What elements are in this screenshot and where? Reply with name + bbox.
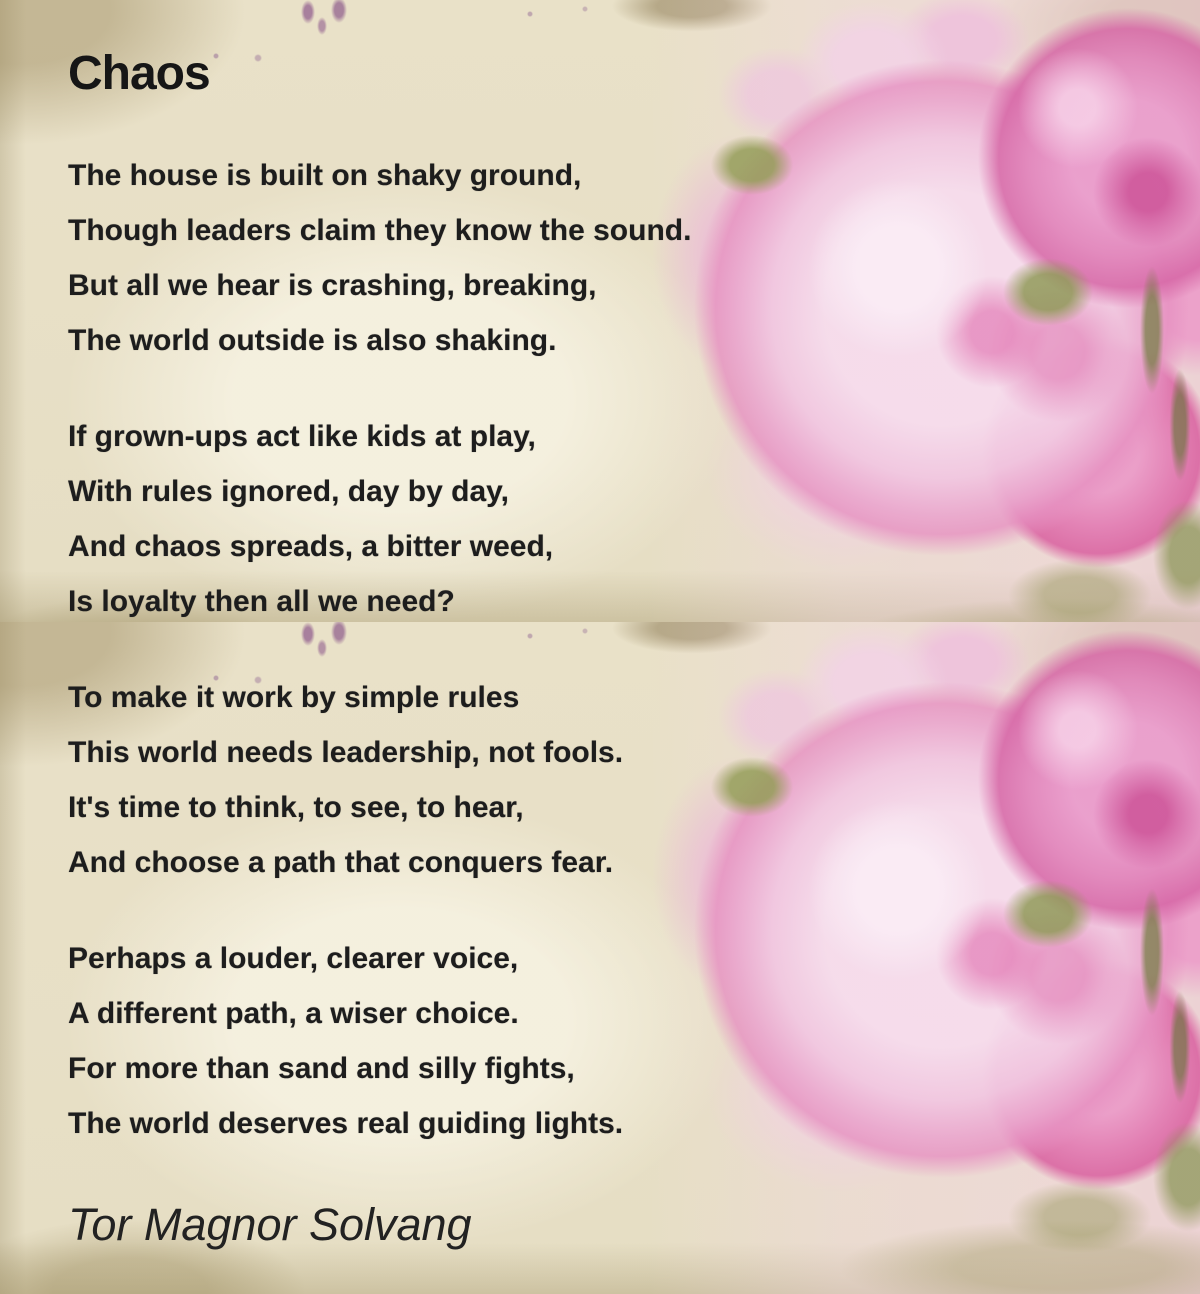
poem-line: But all we hear is crashing, breaking,: [68, 269, 597, 302]
poem-line: Though leaders claim they know the sound.: [68, 214, 692, 247]
poem-line: And chaos spreads, a bitter weed,: [68, 530, 554, 563]
poem-author: Tor Magnor Solvang: [68, 1199, 472, 1250]
poem-content: [68, 0, 778, 1253]
stanza-2: [68, 409, 778, 629]
poem-line: A different path, a wiser choice.: [68, 997, 519, 1030]
poem-line: The world deserves real guiding lights.: [68, 1107, 624, 1140]
poem-line: Perhaps a louder, clearer voice,: [68, 942, 519, 975]
poem-line: Is loyalty then all we need?: [68, 585, 455, 618]
stanza-3: [68, 670, 778, 890]
poem-line: The world outside is also shaking.: [68, 324, 557, 357]
poem-title: Chaos: [68, 47, 210, 100]
stanza-1: [68, 148, 778, 368]
poem-line: If grown-ups act like kids at play,: [68, 420, 536, 453]
poem-line: And choose a path that conquers fear.: [68, 846, 614, 879]
poem-line: This world needs leadership, not fools.: [68, 736, 624, 769]
poem-line: With rules ignored, day by day,: [68, 475, 509, 508]
poem-line: It's time to think, to see, to hear,: [68, 791, 524, 824]
stanza-4: [68, 931, 778, 1151]
poem-line: For more than sand and silly fights,: [68, 1052, 575, 1085]
poem-line: The house is built on shaky ground,: [68, 159, 582, 192]
poem-line: To make it work by simple rules: [68, 681, 520, 714]
